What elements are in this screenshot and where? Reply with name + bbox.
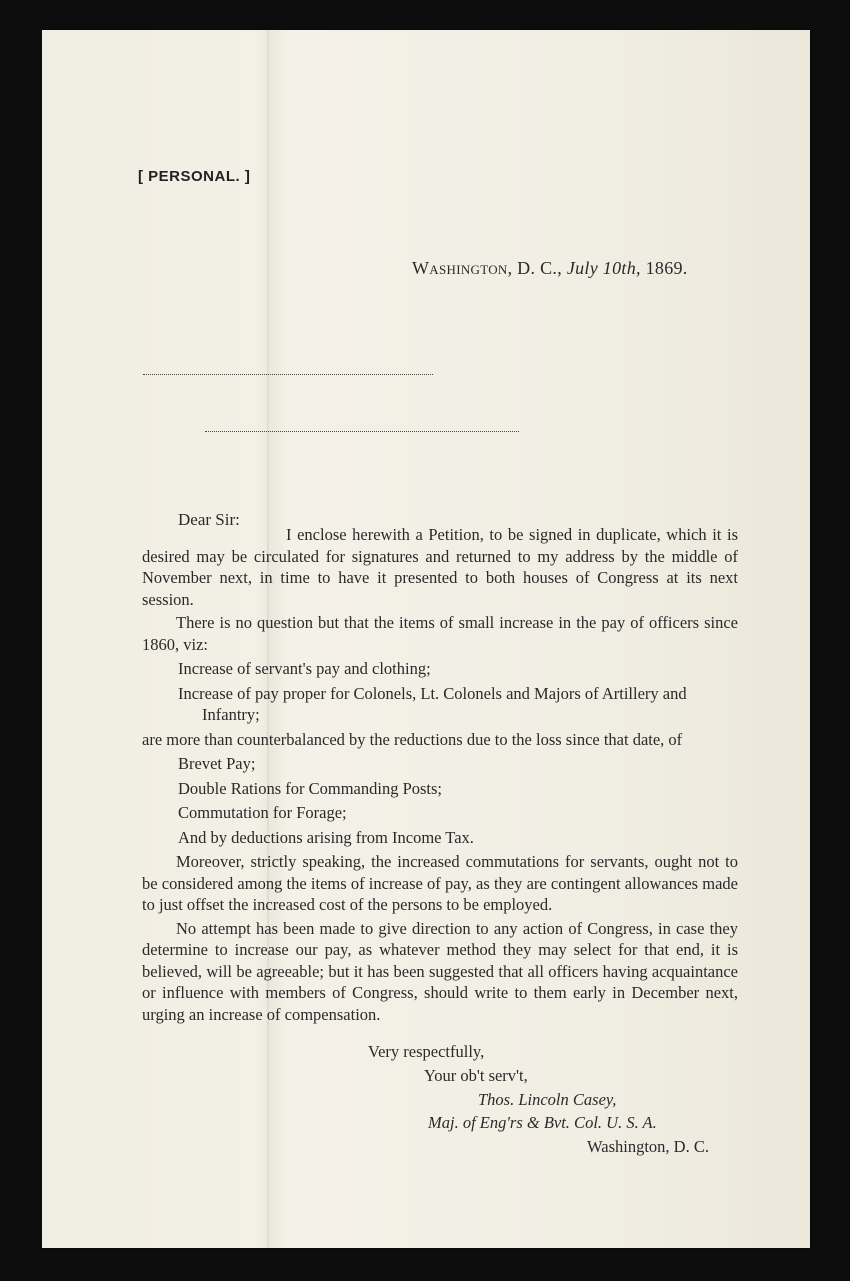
list-item-brevet-pay: Brevet Pay;	[178, 754, 256, 773]
signature-place: Washington, D. C.	[587, 1137, 709, 1156]
list-item-pay-proper: Increase of pay proper for Colonels, Lt. Colonels and Majors of Artillery and Infantry;	[178, 683, 687, 724]
dateline-date: July 10th,	[566, 258, 641, 278]
dateline	[412, 258, 688, 279]
dateline-place: Washington, D. C.,	[412, 258, 562, 278]
paragraph-increase: There is no question but that the items of small increase in the pay of officers since 1860, viz:	[142, 613, 738, 654]
paragraph-counterbalanced: are more than counterbalanced by the reductions due to the loss since that date, of	[142, 729, 683, 749]
closing-respectfully: Very respectfully,	[368, 1042, 485, 1061]
letter-sheet	[42, 30, 810, 1248]
address-dotted-line-2	[205, 431, 519, 432]
personal-heading: [ PERSONAL. ]	[138, 168, 251, 185]
closing-servant: Your ob't serv't,	[424, 1066, 528, 1085]
list-item-double-rations: Double Rations for Commanding Posts;	[178, 778, 442, 798]
list-item-servants-pay: Increase of servant's pay and clothing;	[178, 659, 431, 678]
letter-body	[142, 524, 738, 1027]
paragraph-petition: I enclose herewith a Petition, to be signed in duplicate, which it is desired may be circulated for signatures and returned to my address by the middle of November next, in time to have it presented to both houses of Congress at its next session.	[142, 525, 738, 609]
paragraph-commutations: Moreover, strictly speaking, the increased commutations for servants, ought not to be considered among the items of increase of pay, as they are contingent allowances made to just offset the increased cost of the persons to be employed.	[142, 852, 738, 914]
salutation: Dear Sir:	[178, 510, 240, 529]
signature-rank: Maj. of Eng'rs & Bvt. Col. U. S. A.	[428, 1113, 657, 1132]
dateline-year: 1869.	[645, 258, 688, 278]
address-dotted-line-1	[143, 374, 433, 375]
list-item-forage: Commutation for Forage;	[178, 803, 347, 822]
list-item-income-tax: And by deductions arising from Income Tax.	[178, 827, 474, 847]
paragraph-congress: No attempt has been made to give direction to any action of Congress, in case they determine to increase our pay, as whatever method they may select for that end, it is believed, will be agreeable; but it has been suggested that all officers having acquaintance or influence with members of Congress, should write to them early in December next, urging an increase of compensation.	[142, 918, 738, 1024]
signature-name: Thos. Lincoln Casey,	[478, 1090, 617, 1109]
